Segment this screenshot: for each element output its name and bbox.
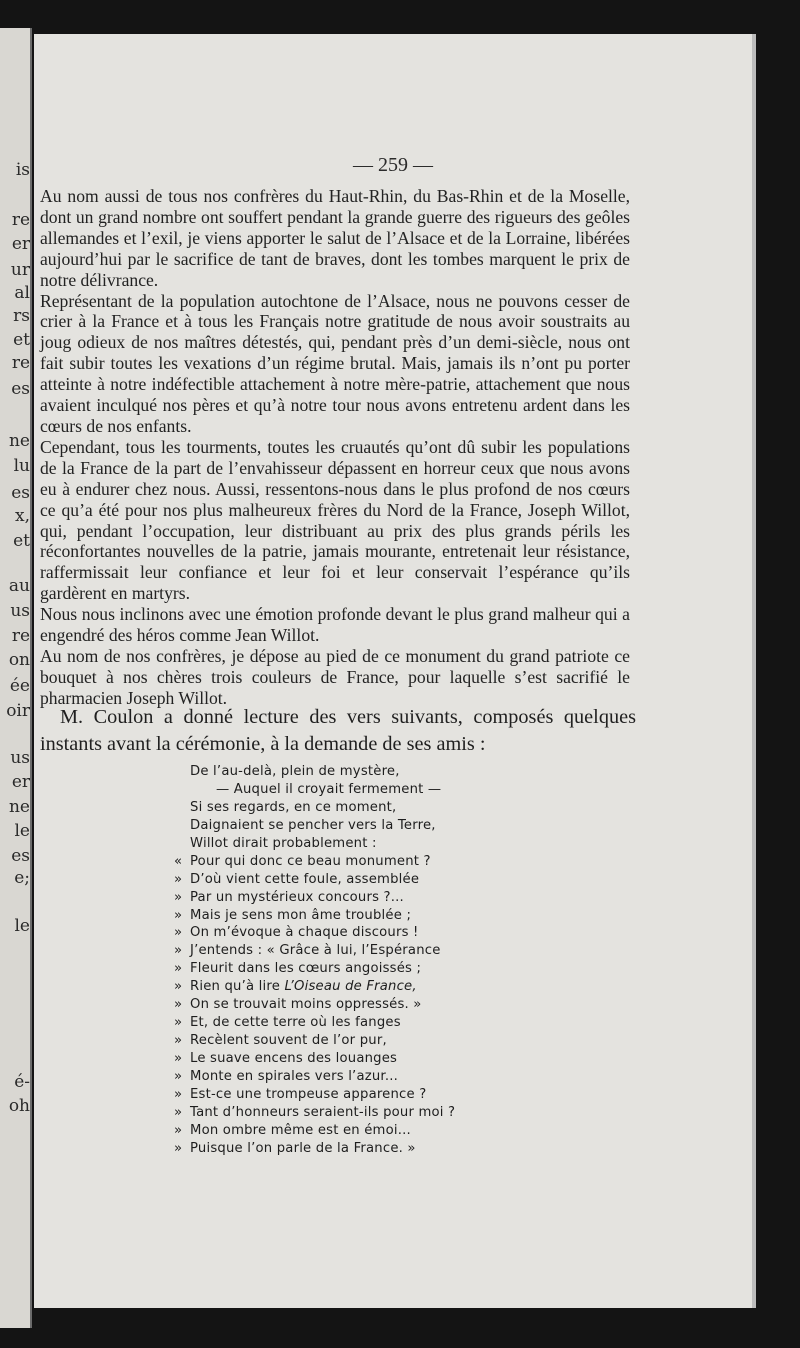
paragraph: Cependant, tous les tourments, toutes les cruautés qu’ont dû subir les populations de la France de la part de l’envahisseur dépassent en horreur ceux que nous avons eu à endurer chez nous. Aussi, ressentons-nous dans le plus profond de nos cœurs ce qu’a été pour nos plus malheureux frères du Nord de la France, Joseph Willot, qui, pendant l’occupation, leur distribuant au prix des plus grands périls les réconfortantes nouvelles de la patrie, jamais mourante, entretenait leur résistance, raffermissait leur confiance et leur foi et leur conservait l’espérance qu’ils gardèrent en martyrs.	[40, 436, 630, 604]
paragraph: Représentant de la population autochtone de l’Alsace, nous ne pouvons cesser de crier à la France et à tous les Français notre gratitude de nous avoir soustraits au joug odieux de nos maîtres détestés, qui, pendant près d’un demi-siècle, nous ont fait subir toutes les vexations d’un régime brutal. Mais, jamais ils n’ont pu porter atteinte à notre indéfectible attachement à notre mère-patrie, attachement que nous avaient inculqué nos pères et qu’à notre tour nous avons entretenu ardent dans les cœurs de nos enfants.	[40, 290, 630, 436]
poem-line	[174, 1068, 504, 1086]
poem-line-text: J’entends : « Grâce à lui, l’Espérance	[190, 943, 441, 959]
margin-fragment: er	[11, 234, 30, 254]
margin-fragment: us	[10, 601, 30, 621]
quote-mark: »	[174, 1033, 183, 1049]
poem-line	[174, 907, 504, 925]
margin-fragment: ée	[9, 676, 30, 696]
quote-mark: »	[174, 1068, 183, 1084]
quote-mark: »	[174, 961, 183, 977]
poem-line-text: Monte en spirales vers l’azur...	[190, 1068, 398, 1084]
quote-mark: »	[174, 1086, 183, 1102]
margin-fragment: ur	[10, 260, 30, 280]
poem-line-text: Mais je sens mon âme troublée ;	[190, 907, 412, 923]
poem-line-text: De l’au-delà, plein de mystère,	[190, 764, 400, 779]
margin-fragment: ne	[8, 797, 30, 817]
margin-fragment: et	[13, 330, 30, 350]
margin-fragment: us	[10, 748, 30, 768]
margin-fragment: oh	[8, 1096, 30, 1116]
margin-fragment: le	[14, 916, 30, 936]
poem-line-text: — Auquel il croyait fermement —	[216, 781, 442, 797]
paragraph: Au nom aussi de tous nos confrères du Haut-Rhin, du Bas-Rhin et de la Moselle, dont un grand nombre ont souffert pendant la grande guerre des rigueurs des geôles allemandes et l’exil, je viens apporter le salut de l’Alsace et de la Lorraine, libérées aujourd’hui par le sacrifice de tant de braves, dont les tombes marquent le prix de notre délivrance.	[40, 186, 630, 290]
book-title: L’Oiseau de France,	[284, 979, 417, 995]
poem-line-text: Est-ce une trompeuse apparence ?	[190, 1086, 427, 1102]
margin-fragment: es	[11, 379, 30, 399]
quote-mark: »	[174, 871, 183, 887]
margin-fragment: re	[11, 626, 30, 646]
prose-block	[40, 186, 630, 709]
margin-fragment: le	[14, 821, 30, 841]
margin-fragment: is	[15, 160, 30, 180]
margin-fragment: et	[13, 531, 30, 551]
quote-mark: »	[174, 907, 183, 923]
quote-mark: »	[174, 1015, 183, 1031]
margin-fragment: al	[14, 283, 30, 303]
quote-mark: »	[174, 889, 183, 905]
quote-mark: »	[174, 997, 183, 1013]
poem-line	[174, 853, 504, 871]
poem-line	[174, 1122, 504, 1140]
poem-line	[174, 924, 504, 942]
poem-line-text: Fleurit dans les cœurs angoissés ;	[190, 961, 422, 977]
margin-fragment: on	[8, 650, 30, 670]
poem-line-text: Si ses regards, en ce moment,	[190, 799, 397, 815]
quote-mark: »	[174, 1122, 183, 1138]
margin-fragment: es	[11, 846, 30, 866]
paragraph: Nous nous inclinons avec une émotion profonde devant le plus grand malheur qui a engendré des héros comme Jean Willot.	[40, 604, 630, 646]
quote-mark: »	[174, 1051, 183, 1066]
quote-mark: »	[174, 925, 183, 941]
poem-line-text: Puisque l’on parle de la France. »	[190, 1140, 416, 1156]
margin-fragment: es	[11, 483, 30, 503]
poem-line-text: Willot dirait probablement :	[190, 835, 377, 851]
poem-line	[174, 799, 504, 817]
margin-fragment: oir	[6, 701, 30, 721]
intro-paragraph: M. Coulon a donné lecture des vers suivants, composés quelques instants avant la cérémonie, à la demande de ses amis :	[40, 706, 636, 755]
poem-line-text: Par un mystérieux concours ?...	[190, 889, 404, 905]
poem-line	[174, 942, 504, 960]
poem-line	[174, 835, 504, 853]
poem-line-text: Et, de cette terre où les fanges	[190, 1015, 401, 1031]
poem-line-text: On se trouvait moins oppressés. »	[190, 997, 422, 1013]
quote-mark: «	[174, 853, 183, 869]
poem-line-text: Daignaient se pencher vers la Terre,	[190, 817, 436, 833]
quote-mark: »	[174, 943, 183, 959]
quote-mark: »	[174, 1140, 183, 1156]
poem-introduction	[40, 704, 636, 758]
margin-fragment: re	[11, 353, 30, 373]
facing-page-edge	[0, 28, 32, 1328]
poem-line-text: D’où vient cette foule, assemblée	[190, 871, 420, 887]
book-page	[34, 34, 752, 1308]
quote-mark: »	[174, 979, 183, 995]
margin-fragment: ne	[8, 431, 30, 451]
poem	[174, 763, 504, 1158]
poem-line	[174, 1086, 504, 1104]
poem-line-text: Recèlent souvent de l’or pur,	[190, 1033, 387, 1049]
margin-fragment: rs	[13, 306, 30, 326]
margin-fragment: re	[11, 210, 30, 230]
margin-fragment: au	[8, 576, 30, 596]
poem-line-text: Tant d’honneurs seraient-ils pour moi ?	[190, 1104, 456, 1120]
poem-line	[174, 871, 504, 889]
poem-line	[174, 1032, 504, 1050]
paragraph: Au nom de nos confrères, je dépose au pied de ce monument du grand patriote ce bouquet à nos chères trois couleurs de France, pour laquelle s’est sacrifié le pharmacien Joseph Willot.	[40, 645, 630, 708]
poem-line	[174, 1104, 504, 1122]
poem-line-text: Le suave encens des louanges	[190, 1051, 398, 1066]
poem-line-text: Rien qu’à lire	[190, 979, 285, 995]
poem-line	[174, 889, 504, 907]
poem-line	[174, 1050, 504, 1068]
margin-fragment: e;	[14, 868, 30, 888]
page-number: — 259 —	[353, 154, 433, 176]
margin-fragment: er	[11, 772, 30, 792]
poem-line	[174, 763, 504, 781]
quote-mark: »	[174, 1104, 183, 1120]
poem-line	[174, 781, 504, 799]
margin-fragment: é-	[14, 1072, 30, 1092]
poem-line	[174, 817, 504, 835]
poem-line-text: Mon ombre même est en émoi...	[190, 1122, 411, 1138]
poem-line	[174, 1140, 504, 1158]
margin-fragment: x,	[15, 506, 30, 526]
poem-line-text: Pour qui donc ce beau monument ?	[190, 853, 431, 869]
margin-fragment: lu	[13, 456, 30, 476]
poem-line	[174, 960, 504, 978]
poem-line	[174, 978, 504, 996]
poem-line-text: On m’évoque à chaque discours !	[190, 925, 419, 941]
poem-line	[174, 996, 504, 1014]
poem-line	[174, 1014, 504, 1032]
